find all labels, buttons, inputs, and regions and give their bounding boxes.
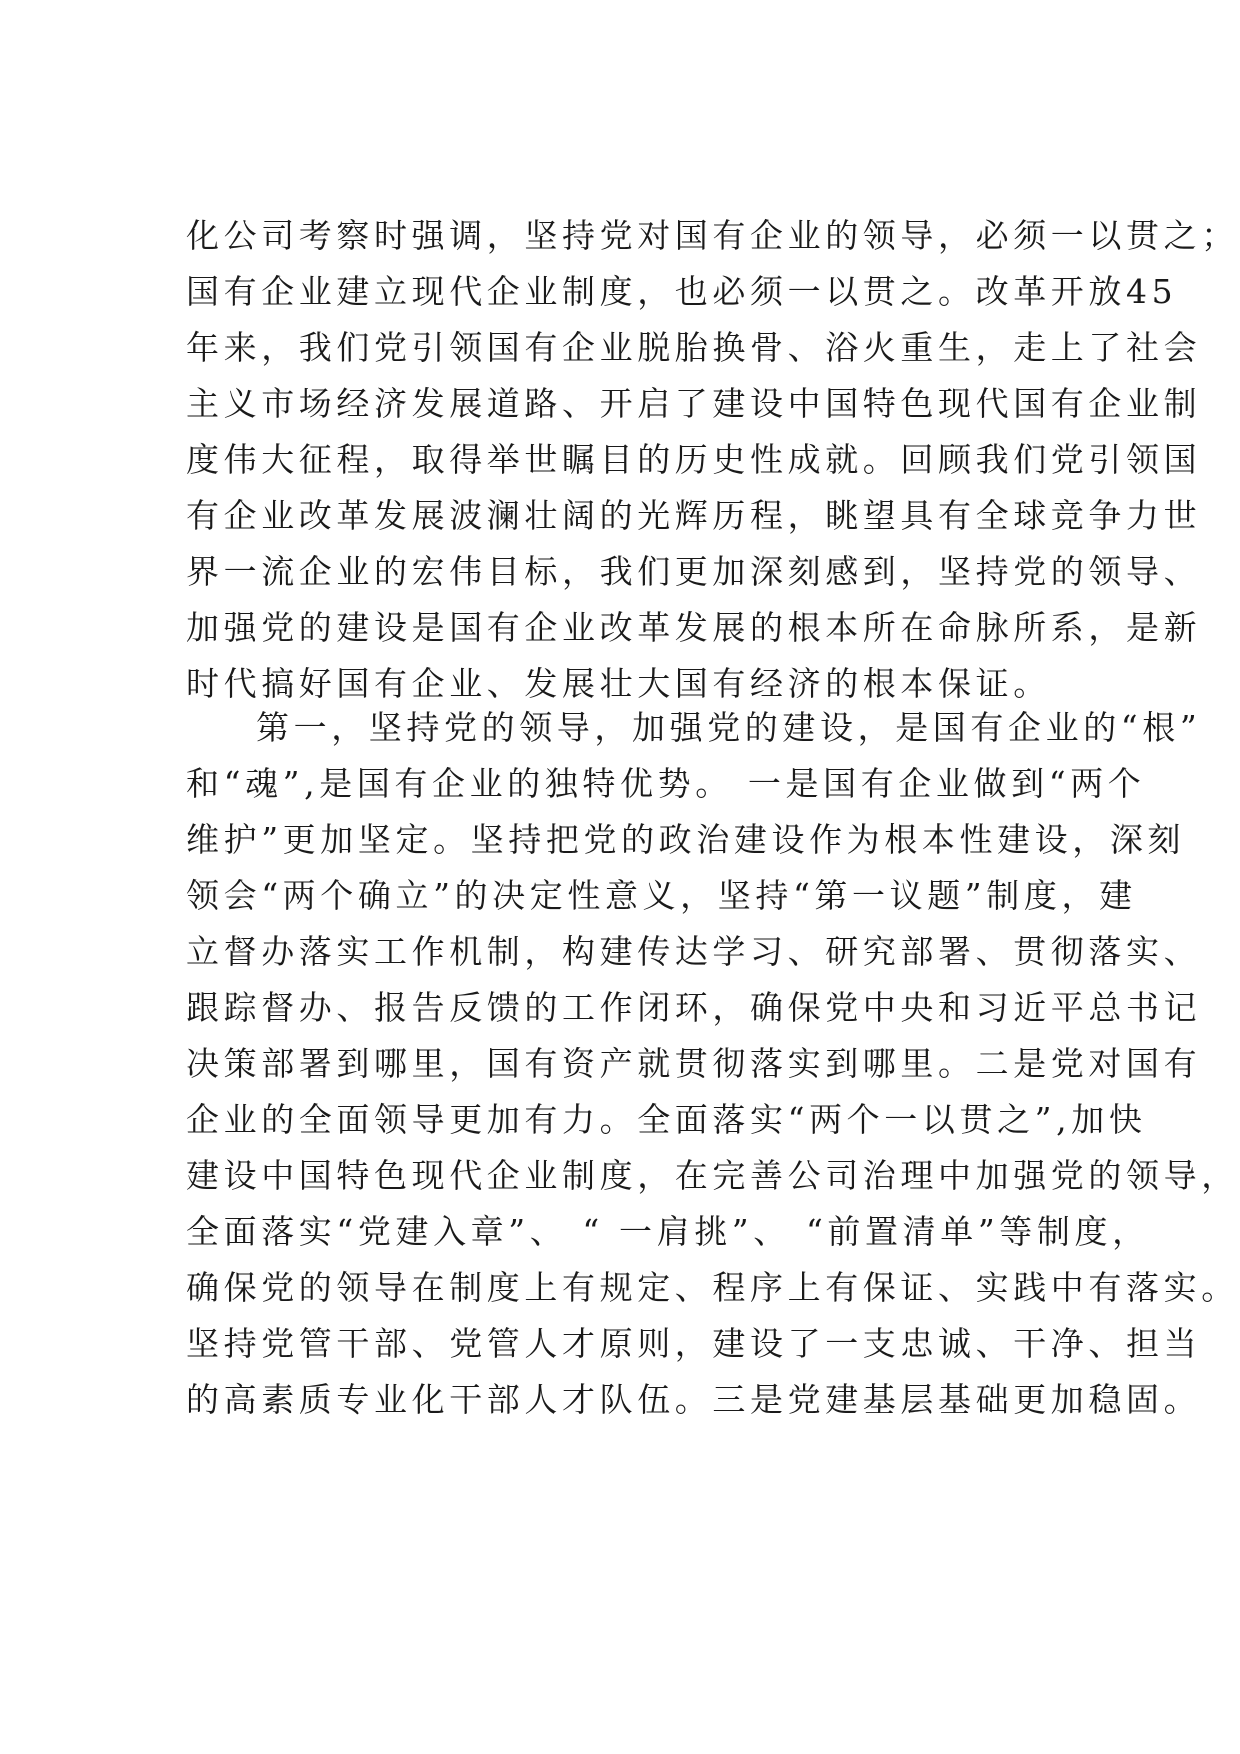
text-line: 主义市场经济发展道路、开启了建设中国特色现代国有企业制 <box>186 384 1202 423</box>
text-line: 跟踪督办、报告反馈的工作闭环，确保党中央和习近平总书记 <box>186 988 1202 1027</box>
text-line: 的高素质专业化干部人才队伍。三是党建基层基础更加稳固。 <box>186 1380 1202 1419</box>
text-line: 决策部署到哪里，国有资产就贯彻落实到哪里。二是党对国有 <box>186 1044 1202 1083</box>
text-line: 全面落实“党建入章”、 “ 一肩挑”、 “前置清单”等制度， <box>186 1212 1150 1251</box>
text-line: 建设中国特色现代企业制度，在完善公司治理中加强党的领导， <box>186 1156 1239 1195</box>
paragraph-1 <box>186 208 1239 712</box>
text-line: 立督办落实工作机制，构建传达学习、研究部署、贯彻落实、 <box>186 932 1202 971</box>
text-line: 和“魂”,是国有企业的独特优势。 一是国有企业做到“两个 <box>186 764 1146 803</box>
text-line: 坚持党管干部、党管人才原则，建设了一支忠诚、干净、担当 <box>186 1324 1202 1363</box>
text-line: 领会“两个确立”的决定性意义，坚持“第一议题”制度，建 <box>186 876 1137 915</box>
text-line: 确保党的领导在制度上有规定、程序上有保证、实践中有落实。 <box>186 1268 1239 1307</box>
text-line: 企业的全面领导更加有力。全面落实“两个一以贯之”,加快 <box>186 1100 1147 1139</box>
text-line: 时代搞好国有企业、发展壮大国有经济的根本保证。 <box>186 664 1051 703</box>
text-line: 年来，我们党引领国有企业脱胎换骨、浴火重生，走上了社会 <box>186 328 1202 367</box>
text-line: 第一，坚持党的领导，加强党的建设，是国有企业的“根” <box>256 708 1202 747</box>
text-line: 化公司考察时强调，坚持党对国有企业的领导，必须一以贯之； <box>186 216 1239 255</box>
text-line: 国有企业建立现代企业制度，也必须一以贯之。改革开放45 <box>186 272 1178 311</box>
text-line: 界一流企业的宏伟目标，我们更加深刻感到，坚持党的领导、 <box>186 552 1202 591</box>
text-line: 度伟大征程，取得举世瞩目的历史性成就。回顾我们党引领国 <box>186 440 1202 479</box>
text-line: 加强党的建设是国有企业改革发展的根本所在命脉所系，是新 <box>186 608 1202 647</box>
text-line: 维护”更加坚定。坚持把党的政治建设作为根本性建设，深刻 <box>186 820 1186 859</box>
text-line: 有企业改革发展波澜壮阔的光辉历程，眺望具有全球竞争力世 <box>186 496 1202 535</box>
paragraph-2 <box>186 700 1239 1428</box>
